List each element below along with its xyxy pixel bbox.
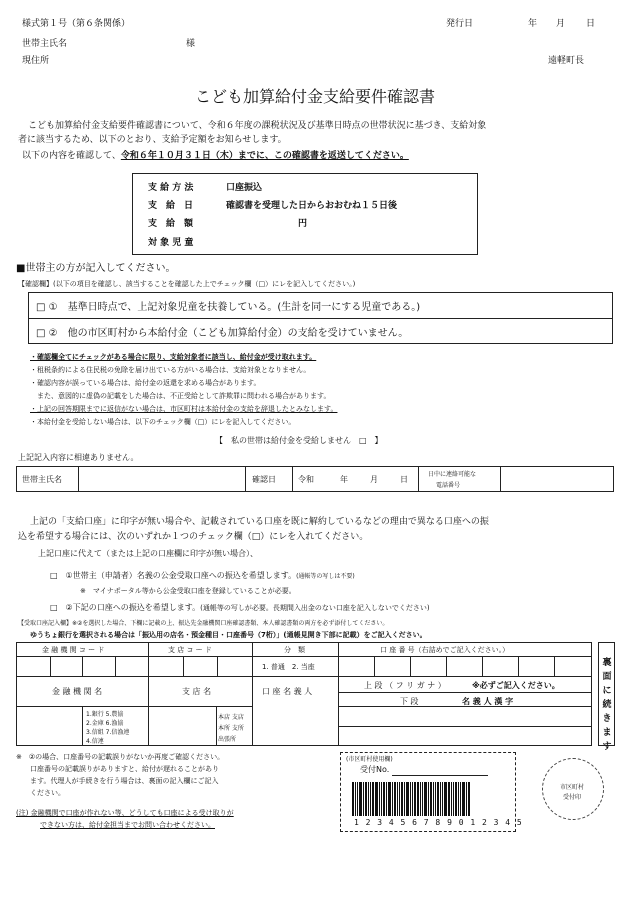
barcode-bar — [435, 782, 436, 816]
phone-field[interactable] — [502, 468, 612, 490]
page-title: こども加算給付金支給要件確認書 — [194, 87, 435, 106]
barcode-bar — [404, 782, 405, 816]
form-number: 様式第１号（第６条関係） — [22, 19, 131, 29]
barcode-bar — [455, 782, 457, 816]
type-header: 分 類 — [284, 646, 305, 654]
barcode-bar — [428, 782, 429, 816]
bank-vline-4 — [82, 706, 83, 746]
barcode-bar — [442, 782, 443, 816]
bank-type-3: 3.信組 7.信漁連 — [86, 729, 130, 736]
alt-account-para-1: 上記の「支給口座」に印字が無い場合や、記載されている口座を既に解約しているなどの理由で異なる口座への振 — [30, 517, 489, 527]
digit-cell-3 — [115, 656, 116, 676]
barcode-bar — [359, 782, 362, 816]
confirm-date-label: 確認日 — [252, 475, 276, 484]
option-2-label: □ ②下記の口座への振込を希望します。 — [50, 603, 201, 612]
digit-cell-10 — [518, 656, 519, 676]
barcode-bar — [444, 782, 447, 816]
address-label: 現住所 — [22, 56, 50, 66]
intro-prefix: 以下の内容を確認して、 — [22, 151, 121, 161]
note-5: ・上記の回答期限までに返信がない場合は、市区町村は本給付金の支給を辞退したとみなします。 — [30, 405, 338, 413]
note-2: ・租税条約による住民税の免除を届け出ている方がいる場合は、支給対象となりません。 — [30, 366, 311, 374]
barcode-bar — [433, 782, 434, 816]
barcode-bar — [381, 782, 382, 816]
bottom-note-2b: できない方は、給付金担当までお問い合わせください。 — [40, 821, 215, 829]
barcode-bar — [412, 782, 413, 816]
bank-hline-6 — [338, 726, 592, 727]
bank-type-2: 2.金庫 6.漁協 — [86, 720, 124, 727]
sign-divider-5 — [500, 466, 501, 492]
sign-divider-1 — [78, 466, 79, 492]
date-value: 確認書を受理した日からおおむね１５日後 — [226, 201, 398, 211]
stamp-label-1: 市区町村 — [560, 784, 585, 791]
bank-vline-3 — [338, 642, 339, 746]
option-1-checkbox[interactable] — [50, 570, 355, 581]
digit-cell-1 — [50, 656, 51, 676]
intro-line-1: こども加算給付金支給要件確認書について、令和６年度の課税状況及び基準日時点の世帯状況に基づき、支給対象 — [28, 121, 487, 131]
note-1: ・確認欄全てにチェックがある場合に限り、支給対象者に該当し、給付金が受け取れます。 — [30, 353, 317, 361]
option-1-label: □ ①世帯主（申請者）名義の公金受取口座への振込を希望します。 — [50, 571, 297, 580]
day-label: 日 — [400, 475, 408, 484]
barcode-bar — [375, 782, 378, 816]
barcode-bar — [397, 782, 398, 816]
digit-cell-6 — [374, 656, 375, 676]
barcode-bar — [437, 782, 439, 816]
phone-label-1: 日中に連絡可能な — [428, 471, 477, 478]
barcode-bar — [365, 782, 367, 816]
barcode-bar — [448, 782, 450, 816]
lower-row-label: 下 段 — [400, 697, 419, 706]
barcode-bar — [420, 782, 421, 816]
sign-divider-2 — [245, 466, 246, 492]
stamp-label-2: 受付印 — [563, 794, 582, 801]
barcode-bar — [399, 782, 400, 816]
bottom-note-1c: ます。代理人が手続きを行う場合は、裏面の記入欄にご記入 — [30, 777, 219, 785]
digit-cell-8 — [446, 656, 447, 676]
barcode-bar — [414, 782, 416, 816]
branch-type-1: 本店 支店 — [218, 714, 244, 721]
year-label: 年 — [340, 475, 348, 484]
office-use-label: (市区町村使用欄) — [346, 756, 393, 763]
bottom-note-1b: 口座番号の記載誤りがありますと、給付が遅れることがあり — [30, 765, 219, 773]
note-4: また、意図的に虚偽の記載をした場合は、不正受給として詐欺罪に問われる場合があります。 — [30, 392, 331, 400]
barcode-bar — [394, 782, 396, 816]
alt-account-sub: 上記口座に代えて（または上記の口座欄に印字が無い場合）、 — [38, 549, 258, 558]
note-3: ・確認内容が誤っている場合は、給付金の返還を求める場合があります。 — [30, 379, 261, 387]
householder-label: 世帯主氏名 — [22, 39, 68, 49]
bank-vline-2 — [252, 642, 253, 746]
deadline-text: 令和６年１０月３１日（木）までに、この確認書を返送してください。 — [120, 151, 409, 161]
bottom-note-1a: ※ ②の場合、口座番号の記載誤りがないか再度ご確認ください。 — [16, 753, 225, 761]
barcode-bar — [357, 782, 358, 816]
branch-name-header: 支 店 名 — [182, 687, 212, 696]
bank-hline-3 — [338, 692, 592, 693]
sign-divider-4 — [418, 466, 419, 492]
bottom-note-1d: ください。 — [30, 789, 65, 797]
bank-type-4: 4.信連 — [86, 738, 104, 745]
option-2-note: (通帳等の写しが必要。長期間入出金のない口座を記入しないでください) — [200, 604, 430, 612]
digit-cell-5 — [217, 656, 218, 676]
barcode-bar — [424, 782, 427, 816]
decline-checkbox[interactable]: 【 私の世帯は給付金を受給しません □ 】 — [215, 436, 383, 445]
barcode-bar — [379, 782, 380, 816]
receipt-no-label: 受付No. — [360, 765, 390, 774]
bank-vline-1 — [148, 642, 149, 746]
bank-name-header: 金 融 機 関 名 — [52, 687, 103, 696]
barcode-bar — [383, 782, 385, 816]
barcode-bar — [451, 782, 452, 816]
option-2-checkbox[interactable] — [50, 602, 430, 613]
lower-row-note: 名 義 人 漢 字 — [462, 697, 514, 706]
bank-hline-1 — [16, 656, 592, 657]
date-label: 支 給 日 — [148, 201, 194, 211]
month-label: 月 — [370, 475, 378, 484]
barcode-bar — [406, 782, 409, 816]
honorific-label: 様 — [186, 39, 196, 49]
barcode-bar — [352, 782, 354, 816]
phone-label-2: 電話番号 — [436, 482, 461, 489]
bottom-note-2a: (注) 金融機関で口座が作れない等、どうしても口座による受け取りが — [16, 809, 234, 817]
bank-vline-5 — [216, 706, 217, 746]
alt-account-para-2: 込を希望する場合には、次のいずれか１つのチェック欄（□）にレを入れてください。 — [18, 532, 369, 542]
option-1-sub: ※ マイナポータル等から公金受取口座を登録していることが必要。 — [80, 587, 296, 595]
upper-row-label: 上 段 （ フ リ ガ ナ ） — [364, 681, 446, 690]
note-6: ・本給付金を受給しない場合は、以下のチェック欄（□）にレを記入してください。 — [30, 418, 296, 426]
method-label: 支 給 方 法 — [148, 183, 194, 193]
barcode-bar — [440, 782, 441, 816]
sign-divider-3 — [292, 466, 293, 492]
check-divider — [28, 318, 613, 319]
sign-name-label: 世帯主氏名 — [22, 475, 62, 484]
bank-code-header: 金 融 機 関 コ ー ド — [42, 646, 105, 654]
bank-type-1: 1.銀行 5.農協 — [86, 711, 124, 718]
child-label: 対 象 児 童 — [148, 238, 194, 248]
intro-line-2: 者に該当するため、以下のとおり、支給予定額をお知らせします。 — [18, 135, 287, 145]
digit-cell-7 — [410, 656, 411, 676]
barcode-bar — [372, 782, 374, 816]
confirm-statement: 上記記入内容に相違ありません。 — [18, 453, 139, 462]
barcode-bar — [388, 782, 391, 816]
amount-unit: 円 — [298, 219, 308, 229]
householder-name-field[interactable] — [80, 468, 243, 490]
intro-line-3 — [22, 148, 409, 161]
barcode-bar — [368, 782, 369, 816]
digit-cell-2 — [82, 656, 83, 676]
yucho-note: ゆうちょ銀行を選択される場合は「振込用の店名・預金種目・口座番号（7桁）」(通帳見開き下部に記載）をご記入ください。 — [30, 631, 427, 639]
barcode-bar — [386, 782, 387, 816]
issue-year-label: 年 — [528, 19, 538, 29]
barcode-bar — [410, 782, 411, 816]
check-item-1[interactable]: □ ① 基準日時点で、上記対象児童を扶養している。(生計を同一にする児童である。) — [36, 302, 421, 313]
barcode-bar — [392, 782, 393, 816]
issue-date-label: 発行日 — [446, 19, 474, 29]
section-heading: ■世帯主の方が記入してください。 — [16, 263, 176, 274]
barcode — [352, 782, 471, 816]
barcode-bar — [401, 782, 403, 816]
digit-cell-9 — [482, 656, 483, 676]
barcode-bar — [422, 782, 423, 816]
digit-cell-4 — [183, 656, 184, 676]
branch-code-header: 支 店 コ ー ド — [168, 646, 212, 654]
branch-type-2: 本所 支所 — [218, 725, 244, 732]
confirm-note: 【確認欄】(以下の項目を確認し、該当することを確認した上でチェック欄（□）にレを記入してください。) — [18, 280, 356, 288]
issue-month-label: 月 — [556, 19, 566, 29]
barcode-digits: 1 2 3 4 5 6 7 8 9 0 1 2 3 4 5 — [354, 818, 523, 827]
barcode-bar — [466, 782, 467, 816]
issuer-name: 遠軽町長 — [548, 56, 585, 66]
barcode-bar — [453, 782, 454, 816]
receipt-note: 【受取口座記入欄】※②を選択した場合、下欄に記載の上、振込先金融機関口座確認書類、本人確認書類の両方を必ず添付してください。 — [18, 620, 389, 627]
era-label: 令和 — [298, 475, 314, 484]
receipt-no-line — [392, 775, 488, 776]
option-1-note: (通帳等の写しは不要) — [296, 573, 355, 580]
branch-type-3: 出張所 — [218, 736, 237, 743]
upper-row-note: ※必ずご記入ください。 — [472, 681, 560, 690]
barcode-bar — [363, 782, 364, 816]
holder-header: 口 座 名 義 人 — [262, 687, 313, 696]
method-value: 口座振込 — [226, 183, 263, 193]
check-item-2[interactable]: □ ② 他の市区町村から本給付金（こども加算給付金）の支給を受けていません。 — [36, 328, 409, 339]
barcode-bar — [355, 782, 356, 816]
amount-label: 支 給 額 — [148, 219, 194, 229]
digit-cell-11 — [554, 656, 555, 676]
barcode-bar — [370, 782, 371, 816]
barcode-bar — [460, 782, 461, 816]
barcode-bar — [458, 782, 459, 816]
account-number-header: 口 座 番 号（右詰めでご記入ください。） — [380, 646, 510, 654]
barcode-bar — [468, 782, 470, 816]
barcode-bar — [417, 782, 419, 816]
bank-hline-2 — [16, 676, 592, 677]
issue-day-label: 日 — [586, 19, 596, 29]
account-type-options[interactable]: 1. 普通 2. 当座 — [262, 663, 315, 671]
barcode-bar — [430, 782, 432, 816]
barcode-bar — [462, 782, 465, 816]
side-note-text: 裏面に続きます — [602, 658, 612, 752]
